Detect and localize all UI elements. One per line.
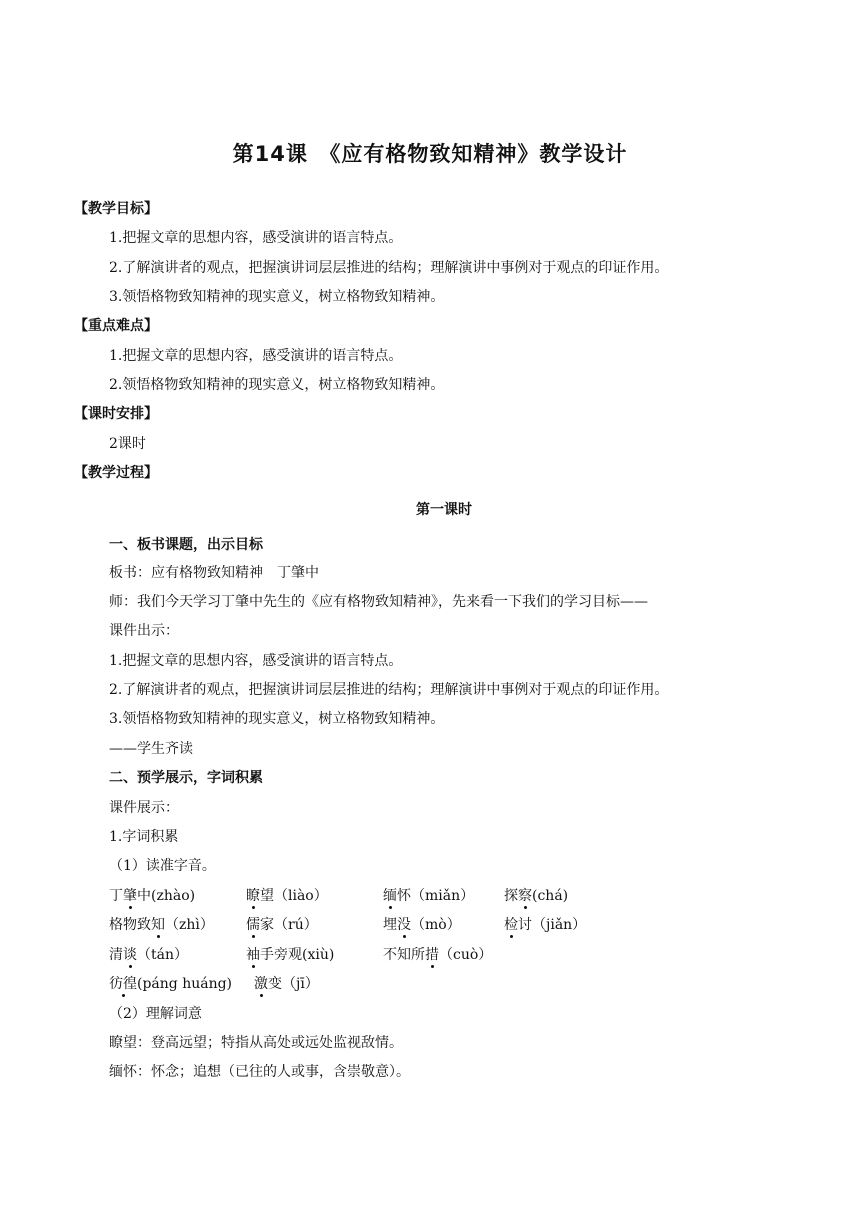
vocab-item: 丁肇中(zhào) xyxy=(109,888,196,904)
goal-item: 3.领悟格物致知精神的现实意义，树立格物致知精神。 xyxy=(109,711,445,727)
vocab-item: 清谈（tán） xyxy=(109,947,188,963)
vocab-subheading: 1.字词积累 xyxy=(109,829,179,845)
goal-item: 2.了解演讲者的观点，把握演讲词层层推进的结构；理解演讲中事例对于观点的印证作用。 xyxy=(109,260,669,276)
vocab-item: 儒家（rú） xyxy=(246,917,318,933)
vocab-item: 袖手旁观(xiù) xyxy=(246,947,335,963)
vocab-item: 检讨（jiǎn） xyxy=(504,917,587,933)
pronunciation-subheading: （1）读准字音。 xyxy=(109,858,216,874)
vocab-item: 埋没（mò） xyxy=(383,917,461,933)
page-title: 第14课 《应有格物致知精神》教学设计 xyxy=(232,142,628,166)
word-meaning: 缅怀：怀念；追想（已往的人或事，含崇敬意）。 xyxy=(109,1064,410,1080)
vocab-item: 缅怀（miǎn） xyxy=(383,888,475,904)
heading-schedule: 【课时安排】 xyxy=(74,406,158,422)
keypoint-item: 1.把握文章的思想内容，感受演讲的语言特点。 xyxy=(109,348,403,364)
schedule-text: 2课时 xyxy=(109,436,146,452)
goal-item: 2.了解演讲者的观点，把握演讲词层层推进的结构；理解演讲中事例对于观点的印证作用。 xyxy=(109,682,669,698)
vocab-item: 格物致知（zhì） xyxy=(109,917,214,933)
heading-process: 【教学过程】 xyxy=(74,465,158,481)
part2-heading: 二、预学展示，字词积累 xyxy=(109,770,263,786)
courseware-label: 课件出示： xyxy=(109,623,179,639)
vocab-item: 探察(chá) xyxy=(504,888,569,904)
courseware-label: 课件展示： xyxy=(109,800,179,816)
heading-teaching-goals: 【教学目标】 xyxy=(74,201,158,217)
part1-heading: 一、板书课题，出示目标 xyxy=(109,537,263,553)
keypoint-item: 2.领悟格物致知精神的现实意义，树立格物致知精神。 xyxy=(109,377,445,393)
goal-item: 3.领悟格物致知精神的现实意义，树立格物致知精神。 xyxy=(109,289,445,305)
vocab-item: 激变（jī） xyxy=(254,976,319,992)
vocab-item: 彷徨(páng huáng) xyxy=(109,976,233,992)
board-text: 板书：应有格物致知精神 丁肇中 xyxy=(109,565,319,581)
heading-key-points: 【重点难点】 xyxy=(74,318,158,334)
goal-item: 1.把握文章的思想内容，感受演讲的语言特点。 xyxy=(109,230,403,246)
students-read: ——学生齐读 xyxy=(109,741,193,757)
lesson-title: 第一课时 xyxy=(416,502,472,518)
vocab-item: 瞭望（liào） xyxy=(246,888,328,904)
vocab-item: 不知所措（cuò） xyxy=(383,947,493,963)
word-meaning: 瞭望：登高远望；特指从高处或远处监视敌情。 xyxy=(109,1035,403,1051)
goal-item: 1.把握文章的思想内容，感受演讲的语言特点。 xyxy=(109,653,403,669)
meaning-subheading: （2）理解词意 xyxy=(109,1006,202,1022)
teacher-text: 师：我们今天学习丁肇中先生的《应有格物致知精神》，先来看一下我们的学习目标—— xyxy=(109,594,648,610)
